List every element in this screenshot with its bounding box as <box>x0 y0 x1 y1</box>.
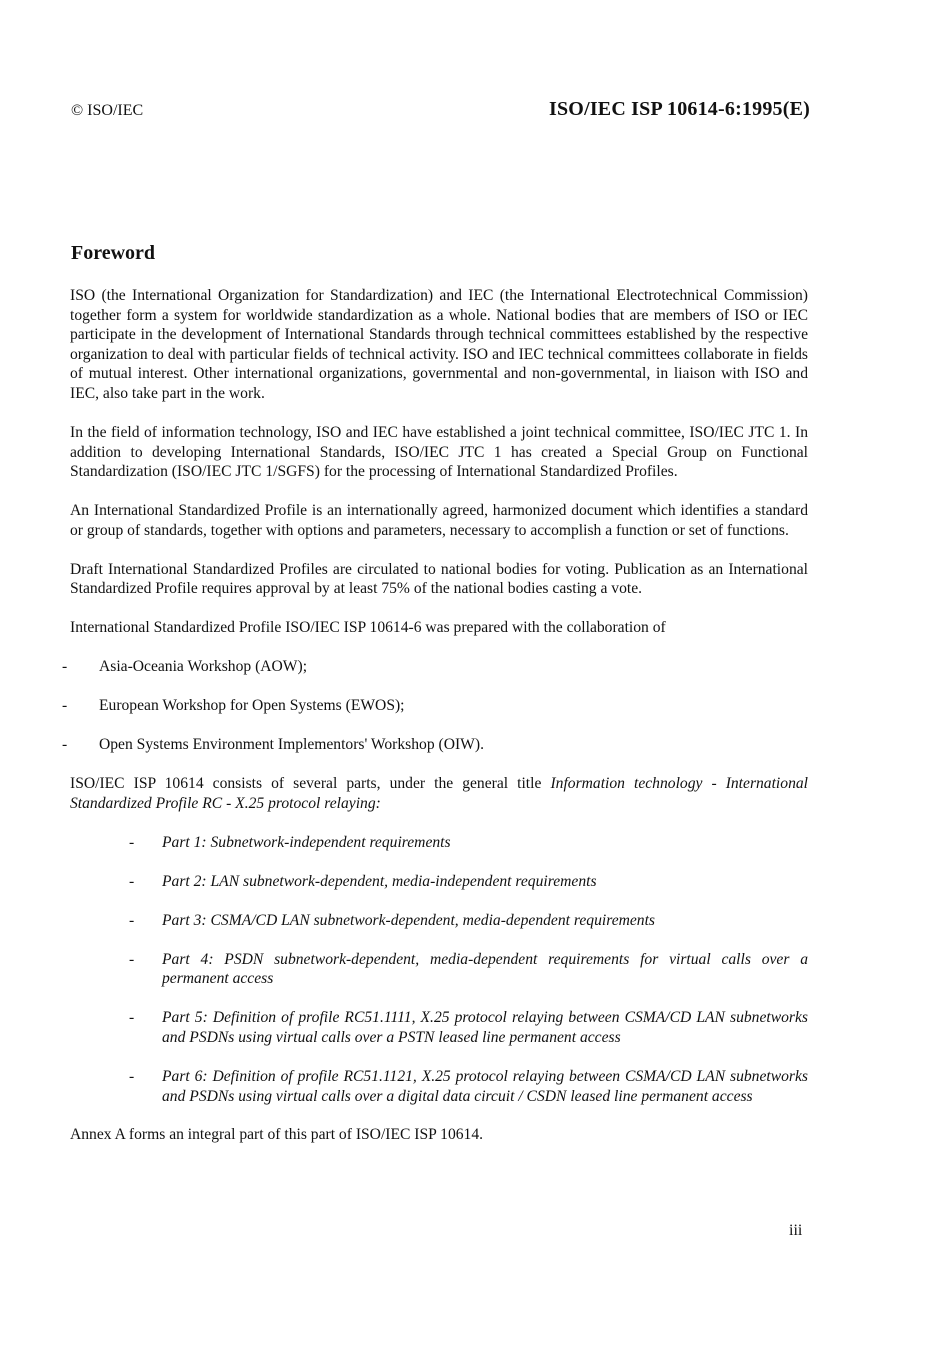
parts-intro-text: ISO/IEC ISP 10614 consists of several parts, under the general title <box>70 775 551 793</box>
list-dash: - <box>62 736 68 754</box>
part-title: Part 1: Subnetwork-independent requirements <box>162 833 451 851</box>
list-dash: - <box>129 950 135 968</box>
paragraph-iso-iec-intro: ISO (the International Organization for Standardization) and IEC (the International Electrotechnical Commission) together form a system for worldwide standardization as a whole. National bodies that are members of ISO or IEC participate in the development of International Standards through technical committees established by the respective organization to deal with particular fields of technical activity. ISO and IEC technical committees collaborate in fields of mutual interest. Other international organizations, governmental and non-governmental, in liaison with ISO and IEC, also take part in the work. <box>70 287 808 402</box>
paragraph-isp-definition: An International Standardized Profile is an internationally agreed, harmonized document which identifies a standard or group of standards, together with options and parameters, necessary to accomplish a function or set of functions. <box>70 502 808 539</box>
paragraph-draft-voting: Draft International Standardized Profiles are circulated to national bodies for voting. Publication as an International Standardized Profile requires approval by at least 75% of the national bodies casting a vote. <box>70 560 808 598</box>
parts-list <box>70 833 808 1106</box>
workshop-name: Open Systems Environment Implementors' Workshop (OIW). <box>99 736 484 754</box>
list-item <box>70 911 808 931</box>
part-title: Part 5: Definition of profile RC51.1111, X.25 protocol relaying between CSMA/CD LAN subnetworks and PSDNs using virtual calls over a PSTN leased line permanent access <box>162 1009 808 1046</box>
workshop-list <box>62 657 808 755</box>
list-item <box>70 950 808 989</box>
part-title: Part 3: CSMA/CD LAN subnetwork-dependent, media-dependent requirements <box>162 911 655 929</box>
paragraph-collaboration: International Standardized Profile ISO/IEC ISP 10614-6 was prepared with the collaboration of <box>70 619 666 637</box>
list-item <box>62 696 808 716</box>
list-dash: - <box>129 1009 135 1027</box>
list-item <box>70 833 808 853</box>
workshop-name: Asia-Oceania Workshop (AOW); <box>99 658 308 676</box>
part-title: Part 2: LAN subnetwork-dependent, media-independent requirements <box>162 872 597 890</box>
header-standard-id: ISO/IEC ISP 10614-6:1995(E) <box>549 98 810 120</box>
list-item <box>70 1067 808 1106</box>
page-title: Foreword <box>71 242 156 264</box>
foreword-body <box>62 286 808 1164</box>
paragraph-parts-intro <box>70 774 808 813</box>
page-number: iii <box>789 1222 803 1239</box>
list-item <box>62 657 808 677</box>
list-item <box>62 735 808 755</box>
list-dash: - <box>129 833 135 851</box>
workshop-name: European Workshop for Open Systems (EWOS); <box>99 697 405 715</box>
header-copyright: © ISO/IEC <box>71 102 144 119</box>
list-dash: - <box>129 1067 135 1085</box>
list-dash: - <box>129 872 135 890</box>
list-dash: - <box>129 911 135 929</box>
list-dash: - <box>62 658 68 676</box>
paragraph-annex: Annex A forms an integral part of this part of ISO/IEC ISP 10614. <box>70 1126 484 1144</box>
list-item <box>70 872 808 892</box>
list-item <box>70 1008 808 1047</box>
general-title: Information technology - International Standardized Profile RC - X.25 protocol relaying: <box>70 775 808 812</box>
list-dash: - <box>62 697 68 715</box>
part-title: Part 4: PSDN subnetwork-dependent, media-dependent requirements for virtual calls over a permanent access <box>162 950 808 988</box>
part-title: Part 6: Definition of profile RC51.1121, X.25 protocol relaying between CSMA/CD LAN subnetworks and PSDNs using virtual calls over a digital data circuit / CSDN leased line permanent access <box>162 1067 808 1105</box>
paragraph-jtc1: In the field of information technology, ISO and IEC have established a joint technical committee, ISO/IEC JTC 1. In addition to developing International Standards, ISO/IEC JTC 1 has created a Special Group on Functional Standardization (ISO/IEC JTC 1/SGFS) for the processing of International Standardized Profiles. <box>70 423 808 481</box>
